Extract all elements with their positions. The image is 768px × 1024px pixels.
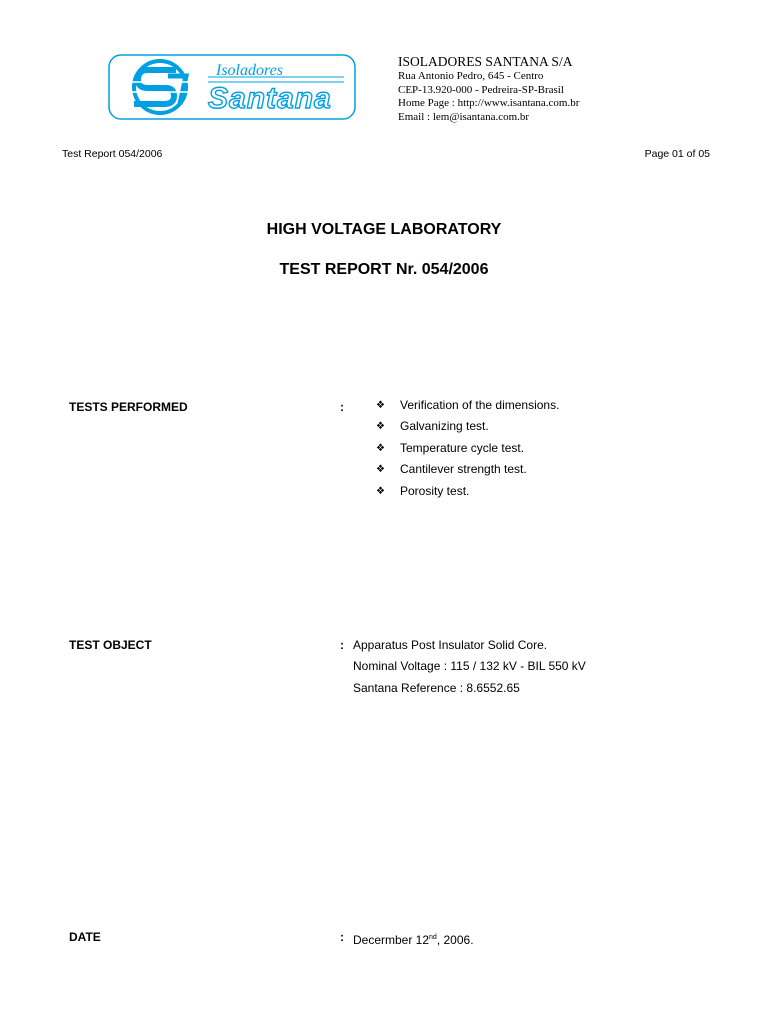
date-label: DATE bbox=[69, 930, 101, 944]
tests-performed-colon: : bbox=[340, 400, 344, 414]
company-address: Rua Antonio Pedro, 645 - Centro bbox=[398, 70, 544, 82]
list-item bbox=[376, 481, 559, 502]
test-object-colon: : bbox=[340, 638, 344, 652]
test-item-text: Cantilever strength test. bbox=[400, 462, 527, 477]
list-item bbox=[376, 395, 559, 416]
date-year: , 2006. bbox=[436, 933, 474, 947]
diamond-bullet-icon: ❖ bbox=[376, 400, 385, 411]
diamond-bullet-icon: ❖ bbox=[376, 442, 385, 454]
diamond-bullet-icon: ❖ bbox=[376, 485, 385, 497]
document-title: HIGH VOLTAGE LABORATORY bbox=[266, 221, 502, 238]
tests-performed-label: TESTS PERFORMED bbox=[69, 400, 188, 414]
test-object-description: Apparatus Post Insulator Solid Core. bbox=[353, 638, 548, 652]
document-subtitle: TEST REPORT Nr. 054/2006 bbox=[279, 261, 489, 278]
date-ordinal: nd bbox=[429, 934, 437, 941]
list-item bbox=[376, 459, 559, 480]
test-item-text: Galvanizing test. bbox=[400, 419, 489, 434]
company-cep: CEP-13.920-000 - Pedreira-SP-Brasil bbox=[398, 83, 564, 96]
page-number: Page 01 of 05 bbox=[644, 148, 710, 160]
nominal-voltage: Nominal Voltage : 115 / 132 kV - BIL 550 kV bbox=[353, 659, 586, 674]
report-number-header: Test Report 054/2006 bbox=[62, 148, 163, 160]
date-value bbox=[353, 927, 474, 951]
test-object-details bbox=[353, 635, 586, 699]
date-colon: : bbox=[340, 930, 344, 944]
company-logo bbox=[108, 54, 356, 120]
test-item-text: Porosity test. bbox=[400, 483, 470, 498]
company-email: Email : lem@isantana.com.br bbox=[398, 110, 530, 123]
list-item bbox=[376, 416, 559, 437]
tests-list bbox=[376, 395, 559, 502]
test-item-text: Verification of the dimensions. bbox=[400, 398, 560, 412]
diamond-bullet-icon: ❖ bbox=[376, 464, 385, 476]
test-item-text: Temperature cycle test. bbox=[400, 440, 525, 455]
santana-logo-icon bbox=[108, 54, 356, 120]
santana-reference: Santana Reference : 8.6552.65 bbox=[353, 680, 520, 695]
list-item bbox=[376, 438, 559, 459]
logo-text-isoladores: Isoladores bbox=[216, 62, 283, 79]
test-object-label: TEST OBJECT bbox=[69, 638, 152, 652]
date-prefix: Decermber 12 bbox=[353, 933, 430, 947]
company-homepage: Home Page : http://www.isantana.com.br bbox=[398, 97, 580, 109]
company-info bbox=[398, 54, 579, 124]
company-name: ISOLADORES SANTANA S/A bbox=[398, 54, 573, 69]
diamond-bullet-icon: ❖ bbox=[376, 421, 385, 433]
logo-text-santana: Santana bbox=[208, 82, 332, 115]
